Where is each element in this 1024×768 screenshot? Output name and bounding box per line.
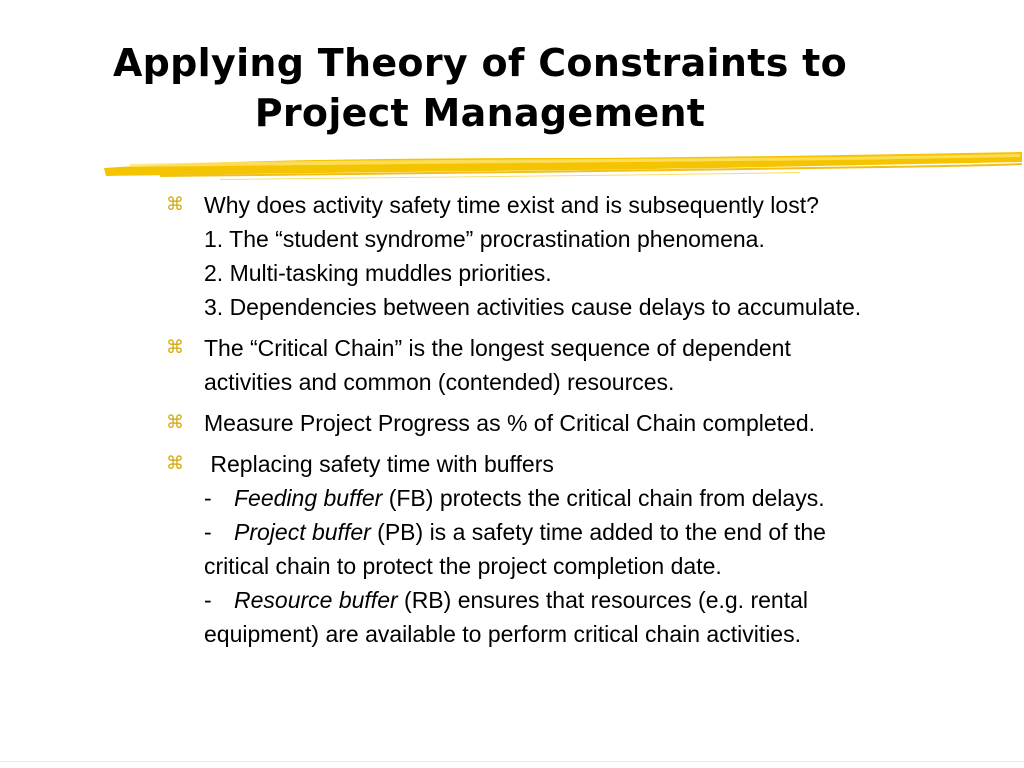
project-buffer-continued: critical chain to protect the project completion date. bbox=[204, 553, 722, 579]
bullet-text-continued: activities and common (contended) resources. bbox=[204, 369, 675, 395]
bullet-text: Replacing safety time with buffers bbox=[204, 451, 554, 477]
resource-buffer-term: Resource buffer bbox=[234, 587, 398, 613]
bullet-item-critical-chain bbox=[166, 331, 1016, 399]
bullet-subline: 1. The “student syndrome” procrastination phenomena. bbox=[204, 226, 765, 252]
feeding-buffer-term: Feeding buffer bbox=[234, 485, 383, 511]
bullet-list bbox=[166, 188, 1016, 658]
footer-divider bbox=[0, 761, 1024, 762]
command-key-icon: ⌘ bbox=[166, 194, 184, 215]
resource-buffer-line bbox=[204, 583, 1016, 617]
project-buffer-term: Project buffer bbox=[234, 519, 371, 545]
bullet-subline: 3. Dependencies between activities cause delays to accumulate. bbox=[204, 294, 862, 320]
bullet-subline: 2. Multi-tasking muddles priorities. bbox=[204, 260, 552, 286]
title-line-1: Applying Theory of Constraints to bbox=[112, 41, 848, 85]
command-key-icon: ⌘ bbox=[166, 337, 184, 358]
resource-buffer-description: (RB) ensures that resources (e.g. rental bbox=[397, 587, 808, 613]
feeding-buffer-description: (FB) protects the critical chain from delays. bbox=[382, 485, 825, 511]
dash-marker: - bbox=[204, 519, 212, 545]
bullet-text: Why does activity safety time exist and is subsequently lost? bbox=[204, 192, 819, 218]
command-key-icon: ⌘ bbox=[166, 453, 184, 474]
command-key-icon: ⌘ bbox=[166, 412, 184, 433]
title-line-2: Project Management bbox=[254, 91, 706, 135]
project-buffer-line bbox=[204, 515, 1016, 549]
resource-buffer-continued: equipment) are available to perform critical chain activities. bbox=[204, 621, 801, 647]
bullet-text: Measure Project Progress as % of Critical Chain completed. bbox=[204, 410, 816, 436]
dash-marker: - bbox=[204, 587, 212, 613]
bullet-item-buffers bbox=[166, 447, 1016, 651]
brush-stroke-dry bbox=[220, 172, 800, 180]
title-brush-underline bbox=[100, 148, 1024, 184]
dash-marker: - bbox=[204, 485, 212, 511]
bullet-item-measure-progress bbox=[166, 406, 1016, 440]
project-buffer-description: (PB) is a safety time added to the end of the bbox=[370, 519, 826, 545]
bullet-item-safety-time bbox=[166, 188, 1016, 324]
slide-title bbox=[40, 38, 920, 138]
feeding-buffer-line bbox=[204, 481, 1016, 515]
bullet-text: The “Critical Chain” is the longest sequence of dependent bbox=[204, 335, 791, 361]
